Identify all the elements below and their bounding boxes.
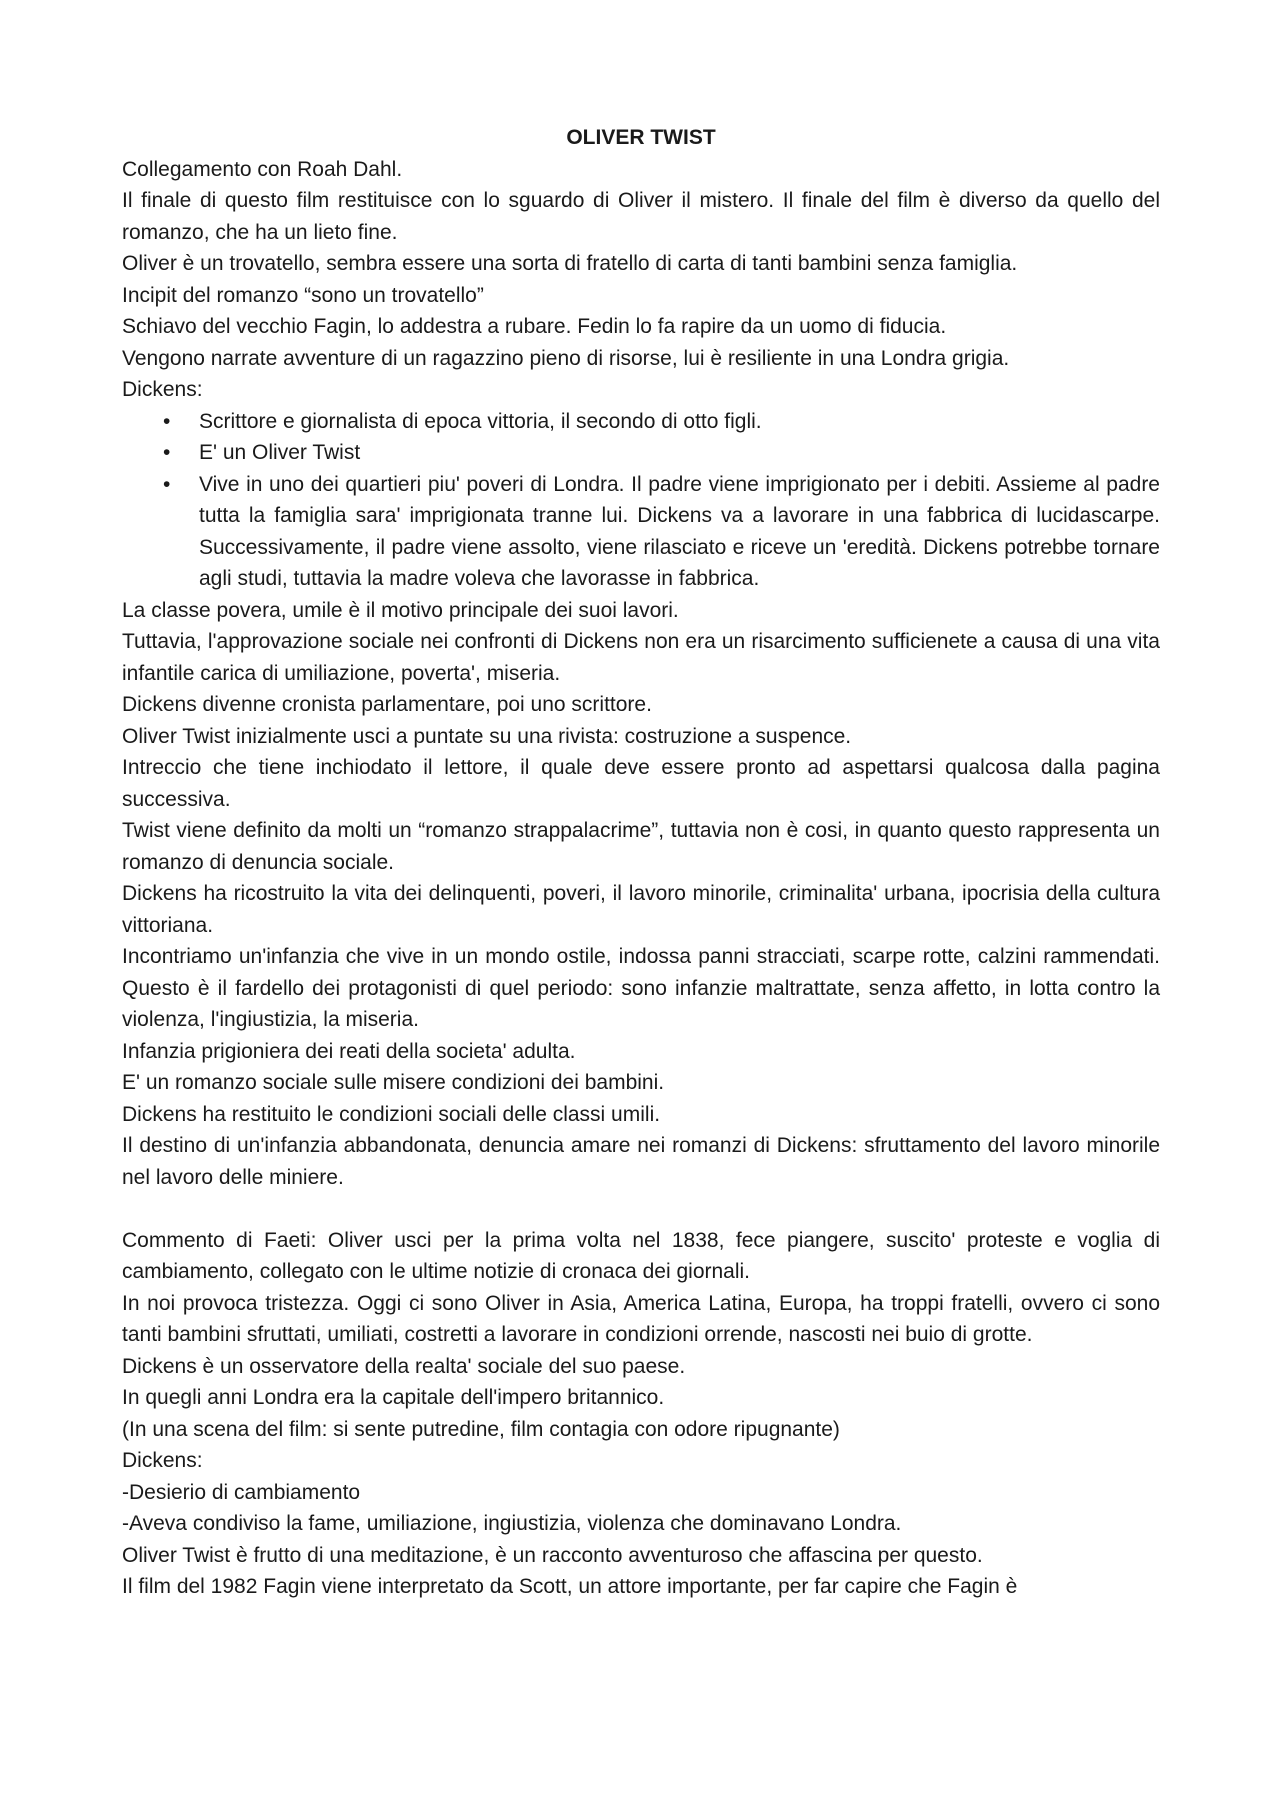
bullet-icon: • bbox=[163, 472, 171, 496]
paragraph: Incontriamo un'infanzia che vive in un mondo ostile, indossa panni stracciati, scarpe rotte, calzini rammendati. Questo è il fardello dei protagonisti di quel periodo: sono infanzie maltrattate, senza affetto, in lotta contro la violenza, l'ingiustizia, la miseria. bbox=[122, 945, 1160, 1031]
list-item-text: E' un Oliver Twist bbox=[199, 441, 361, 464]
paragraph: In noi provoca tristezza. Oggi ci sono Oliver in Asia, America Latina, Europa, ha troppi fratelli, ovvero ci sono tanti bambini sfruttati, umiliati, costretti a lavorare in condizioni orrende, nascosti nei buio di grotte. bbox=[122, 1291, 1160, 1346]
paragraph: Dickens: bbox=[122, 1449, 203, 1472]
paragraph: Dickens è un osservatore della realta' sociale del suo paese. bbox=[122, 1354, 686, 1378]
paragraph: Il finale di questo film restituisce con lo sguardo di Oliver il mistero. Il finale del film è diverso da quello del romanzo, che ha un lieto fine. bbox=[122, 189, 1160, 244]
paragraph: La classe povera, umile è il motivo principale dei suoi lavori. bbox=[122, 598, 679, 622]
paragraph: E' un romanzo sociale sulle misere condizioni dei bambini. bbox=[122, 1071, 665, 1094]
list-item-text: Vive in uno dei quartieri piu' poveri di Londra. Il padre viene imprigionato per i debiti. Assieme al padre tutta la famiglia sara' imprigionata tranne lui. Dickens va a lavorare in una fabbrica di lucidascarpe. Successivamente, il padre viene assolto, viene rilasciato e riceve un 'eredità. Dickens potrebbe tornare agli studi, tuttavia la madre voleva che lavorasse in fabbrica. bbox=[199, 472, 1160, 590]
paragraph: Oliver è un trovatello, sembra essere una sorta di fratello di carta di tanti bambini senza famiglia. bbox=[122, 252, 1018, 275]
paragraph: Dickens ha ricostruito la vita dei delinquenti, poveri, il lavoro minorile, criminalita' urbana, ipocrisia della cultura vittoriana. bbox=[122, 882, 1160, 937]
paragraph: Twist viene definito da molti un “romanzo strappalacrime”, tuttavia non è cosi, in quanto questo rappresenta un romanzo di denuncia sociale. bbox=[122, 819, 1160, 874]
paragraph: (In una scena del film: si sente putredine, film contagia con odore ripugnante) bbox=[122, 1417, 840, 1441]
paragraph: Oliver Twist inizialmente usci a puntate su una rivista: costruzione a suspence. bbox=[122, 724, 852, 748]
paragraph: Il destino di un'infanzia abbandonata, denuncia amare nei romanzi di Dickens: sfruttamento del lavoro minorile nel lavoro delle miniere. bbox=[122, 1134, 1160, 1189]
paragraph: -Aveva condiviso la fame, umiliazione, ingiustizia, violenza che dominavano Londra. bbox=[122, 1512, 902, 1535]
list-item bbox=[122, 469, 1160, 595]
paragraph: In quegli anni Londra era la capitale dell'impero britannico. bbox=[122, 1386, 665, 1409]
document-page bbox=[122, 122, 1160, 1603]
paragraph: Commento di Faeti: Oliver usci per la prima volta nel 1838, fece piangere, suscito' proteste e voglia di cambiamento, collegato con le ultime notizie di cronaca dei giornali. bbox=[122, 1228, 1160, 1283]
document-title: OLIVER TWIST bbox=[566, 126, 716, 149]
paragraph: -Desierio di cambiamento bbox=[122, 1480, 361, 1504]
paragraph: Dickens: bbox=[122, 378, 203, 401]
list-item-text: Scrittore e giornalista di epoca vittoria, il secondo di otto figli. bbox=[199, 409, 762, 433]
paragraph: Oliver Twist è frutto di una meditazione, è un racconto avventuroso che affascina per questo. bbox=[122, 1543, 983, 1567]
paragraph: Vengono narrate avventure di un ragazzino pieno di risorse, lui è resiliente in una Londra grigia. bbox=[122, 346, 1010, 370]
list-item bbox=[122, 406, 1160, 438]
paragraph: Dickens ha restituito le condizioni sociali delle classi umili. bbox=[122, 1102, 661, 1126]
paragraph: Il film del 1982 Fagin viene interpretato da Scott, un attore importante, per far capire che Fagin è bbox=[122, 1575, 1018, 1598]
paragraph: Tuttavia, l'approvazione sociale nei confronti di Dickens non era un risarcimento sufficienete a causa di una vita infantile carica di umiliazione, poverta', miseria. bbox=[122, 630, 1160, 685]
paragraph: Collegamento con Roah Dahl. bbox=[122, 157, 403, 181]
paragraph: Incipit del romanzo “sono un trovatello” bbox=[122, 283, 484, 307]
bullet-list bbox=[122, 406, 1160, 595]
paragraph: Infanzia prigioniera dei reati della societa' adulta. bbox=[122, 1039, 576, 1063]
bullet-icon: • bbox=[163, 441, 171, 464]
paragraph: Dickens divenne cronista parlamentare, poi uno scrittore. bbox=[122, 693, 652, 716]
paragraph: Schiavo del vecchio Fagin, lo addestra a rubare. Fedin lo fa rapire da un uomo di fiducia. bbox=[122, 315, 947, 338]
blank-line bbox=[122, 1193, 1160, 1225]
list-item bbox=[122, 437, 1160, 469]
paragraph: Intreccio che tiene inchiodato il lettore, il quale deve essere pronto ad aspettarsi qualcosa dalla pagina successiva. bbox=[122, 756, 1160, 811]
bullet-icon: • bbox=[163, 409, 171, 433]
